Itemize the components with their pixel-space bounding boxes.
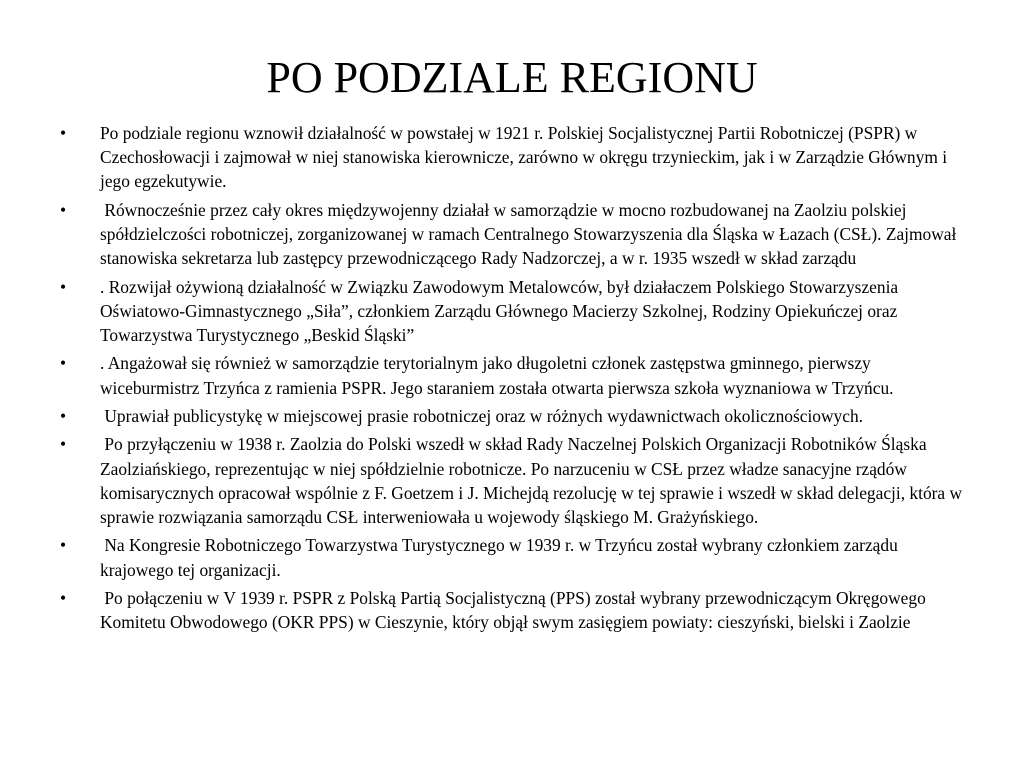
bullet-text: . Rozwijał ożywioną działalność w Związku Zawodowym Metalowców, był działaczem Polskiego Stowarzyszenia Oświatowo-Gimnastycznego „Siła”, członkiem Zarządu Głównego Macierzy Szkolnej, Rodziny Opiekuńczej oraz Towarzystwa Turystycznego „Beskid Śląski” [100, 276, 903, 345]
slide-title: PO PODZIALE REGIONU [266, 53, 758, 102]
bullet-item [60, 198, 970, 271]
bullet-item [60, 432, 970, 529]
bullet-icon: • [60, 535, 67, 556]
bullet-list [60, 121, 970, 639]
bullet-text: . Angażował się również w samorządzie terytorialnym jako długoletni członek zastępstwa gminnego, pierwszy wiceburmistrz Trzyńca z ramienia PSPR. Jego staraniem została otwarta pierwsza szkoła wyznaniowa w Trzyńcu. [100, 353, 894, 398]
bullet-icon: • [60, 276, 67, 297]
bullet-icon: • [60, 199, 67, 220]
bullet-item [60, 404, 970, 428]
bullet-text: Na Kongresie Robotniczego Towarzystwa Turystycznego w 1939 r. w Trzyńcu został wybrany członkiem zarządu krajowego tej organizacji. [100, 535, 903, 580]
bullet-text: Po połączeniu w V 1939 r. PSPR z Polską Partią Socjalistyczną (PPS) został wybrany przewodniczącym Okręgowego Komitetu Obwodowego (OKR PPS) w Cieszynie, który objął swym zasięgiem powiaty: cieszyński, bielski i Zaolzie [100, 587, 931, 633]
bullet-item [60, 351, 970, 399]
bullet-icon: • [60, 123, 67, 143]
bullet-icon: • [60, 353, 67, 374]
bullet-text: Uprawiał publicystykę w miejscowej prasie robotniczej oraz w różnych wydawnictwach okolicznościowych. [100, 405, 864, 426]
bullet-text: Po przyłączeniu w 1938 r. Zaolzia do Polski wszedł w skład Rady Naczelnej Polskich Organizacji Robotników Śląska Zaolziańskiego, reprezentując w niej spółdzielnie robotnicze. Po narzuceniu w CSŁ przez władze sanacyjne rządów komisarycznych opracował wspólnie z F. Goetzem i J. Michejdą rezolucję w tej sprawie i wszedł w skład delegacji, która w sprawie rozwiązania samorządu CSŁ interweniowała u wojewody śląskiego M. Grażyńskiego. [100, 434, 967, 527]
bullet-text: Po podziale regionu wznowił działalność w powstałej w 1921 r. Polskiej Socjalistycznej Partii Robotniczej (PSPR) w Czechosłowacji i zajmował w niej stanowiska kierownicze, zarówno w okręgu trzynieckim, jak i w Zarządzie Głównym i jego egzekutywie. [100, 123, 952, 192]
bullet-item [60, 275, 970, 348]
bullet-icon: • [60, 405, 67, 426]
bullet-item [60, 121, 970, 194]
bullet-item [60, 533, 970, 581]
bullet-icon: • [60, 434, 67, 455]
bullet-item [60, 586, 970, 634]
bullet-icon: • [60, 587, 67, 608]
bullet-text: Równocześnie przez cały okres międzywojenny działał w samorządzie w mocno rozbudowanej na Zaolziu polskiej spółdzielczości robotniczej, zorganizowanej w ramach Centralnego Stowarzyszenia dla Śląska w Łazach (CSŁ). Zajmował stanowiska sekretarza lub zastępcy przewodniczącego Rady Nadzorczej, a w r. 1935 wszedł w skład zarządu [100, 199, 961, 269]
